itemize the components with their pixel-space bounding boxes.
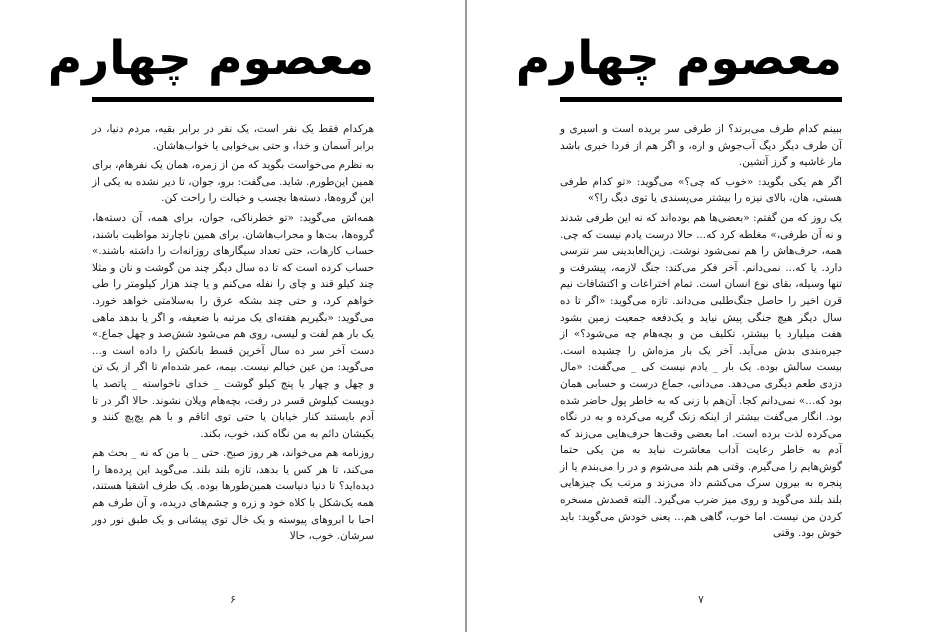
paragraph: یک روز که من گفتم: «بعضی‌ها هم بوده‌اند که نه این طرفی شدند و نه آن طرفی،» مغلطه کرد که... حالا درست یادم نیست که چی. همه، حرف‌هاش را هم نمی‌شود نوشت. زین‌العابدینی سر نترسی دارد. یا که... نمی‌دانم. آخر فکر می‌کند: جنگ لازمه، پیشرفت و تنها وسیله، بقای نوع انسان است. تمام اختراعات و اکتشافات نیم قرن اخیر را حاصل جنگ‌طلبی می‌داند. تازه می‌گوید: «اگر تا ده سال دیگر هیچ جنگی پیش نیاید و یک‌دفعه جمعیت زمین بشود هفت میلیارد یا بیشتر، تکلیف من و بچه‌هام چه می‌شود؟» از جیره‌بندی بدش می‌آید. آخر یک بار مزه‌اش را چشیده است. بیست سالش بوده. یک بار _ یادم نیست کی _ می‌گفت: «مال دزدی طعم دیگری می‌دهد. می‌دانی، جماع درست و حسابی همان بود که...» نمی‌دانم کجا. آن‌هم با زنی که به خاطر پول حاضر شده بود. انگار می‌گفت بیشتر از اینکه زنک گریه می‌کرده و به در نگاه می‌کرده لذت برده است. اما بعضی وقت‌ها حرف‌هایی می‌زند که آدم به خاطر رعایت آداب معاشرت نباید به من یکی حتما گوش‌هایم را می‌گیرم. وقتی هم بلند می‌شوم و در را می‌بندم یا از پنجره به بیرون سرک می‌کشم داد می‌زند و مرتب یک چیزهایی بلند بلند می‌گوید و روی میز ضرب می‌گیرد. البته قصدش مسخره کردن من نیست. اما خوب، گاهی هم... یعنی خودش می‌گوید: باید خوش بود. وقتی: [560, 211, 843, 540]
right-page: [467, 0, 932, 632]
title-underline-rule: [560, 97, 842, 102]
paragraph: ببینم کدام طرف می‌برند؟ از طرفی سر بریده است و اسیری و آن طرف دیگر دیگ آب‌جوش و اره، و اگر هم از فردا خبری باشد مار غاشیه و گرز آتشین.: [560, 123, 842, 169]
page-number: ۷: [698, 593, 704, 606]
paragraph: اگر هم یکی بگوید: «خوب که چی؟» می‌گوید: «تو کدام طرفی هستی، هان، بالای نیزه را بیشتر می‌پسندی یا توی دیگ را؟»: [560, 175, 842, 205]
paragraph: روزنامه هم می‌خواند، هر روز صبح. حتی _ با من که نه _ بحث هم می‌کند، تا هر کس یا بدهد، تازه بلند بلند. می‌گوید این پرده‌ها را دیده‌اید؟ تا دنیا دنیاست همین‌طورها بوده. یک طرف اشقیا هستند، همه یک‌شکل با کلاه خود و زره و چشم‌های دریده، و آن طرف هم احبا با ابروهای پیوسته و یک خال توی پیشانی و یک طبق نور دور سرشان. خوب، حالا: [92, 447, 374, 543]
left-page: [0, 0, 465, 632]
page-number: ۶: [230, 593, 236, 606]
chapter-title: معصوم چهارم: [515, 31, 842, 86]
chapter-title: معصوم چهارم: [47, 31, 374, 86]
body-text: [560, 121, 842, 583]
paragraph: همه‌اش می‌گوید: «تو خطرناکی، جوان، برای همه، آن دسته‌ها، گروه‌ها، بت‌ها و محراب‌هاشان. برای همین ناچارند مواظبت باشند، حساب کارهات، حتی تعداد سیگارهای روزانه‌ات را داشته باشند.» حساب کرده است که تا ده سال دیگر چند من گوشت و نان و مثلا چند کیلو قند و چای را نفله می‌کنم و یا چند هزار کیلومتر را طی خواهم کرد، و حتی چند بشکه عرق را به‌سلامتی خواهد خورد. می‌گوید: «بگیریم هفته‌ای یک مرتبه با ضعیفه، و اگر یا بدهد ماهی یک بار هم لفت و لیسی، روی هم می‌شود شش‌صد و چهل جماع.» دست آخر سر ده سال آخرین قسط بانکش را داده است و... می‌گوید: من عین خیالم نیست. بیمه، عمر شده‌ام تا اگر از یک تن و چهل و چهار یا پنج کیلو گوشت _ خدای ناخواسته _ پاتصد یا دویست کیلوش قسر در رفت، بچه‌هام ویلان نشوند. حالا اگر در تا آدم بایستند کنار خیابان یا حتی توی اتاقم و با هم پچ‌پچ کنند و یکیشان دائم به من نگاه کند، خوب، بکند.: [92, 211, 374, 440]
body-text: [92, 121, 374, 583]
paragraph: به نظرم می‌خواست بگوید که من از زمره، همان یک نفرهام، برای همین این‌طورم. شاید. می‌گفت: برو، جوان، تا دیر نشده به یکی از این گروه‌ها، دسته‌ها بچسب و خیالت را راحت کن.: [92, 159, 374, 205]
title-underline-rule: [92, 97, 374, 102]
paragraph: هرکدام فقط یک نفر است، یک نفر در برابر بقیه، مردم دنیا، در برابر آسمان و خدا، و حتی بی‌خوابی یا خواب‌هاشان.: [92, 123, 374, 152]
